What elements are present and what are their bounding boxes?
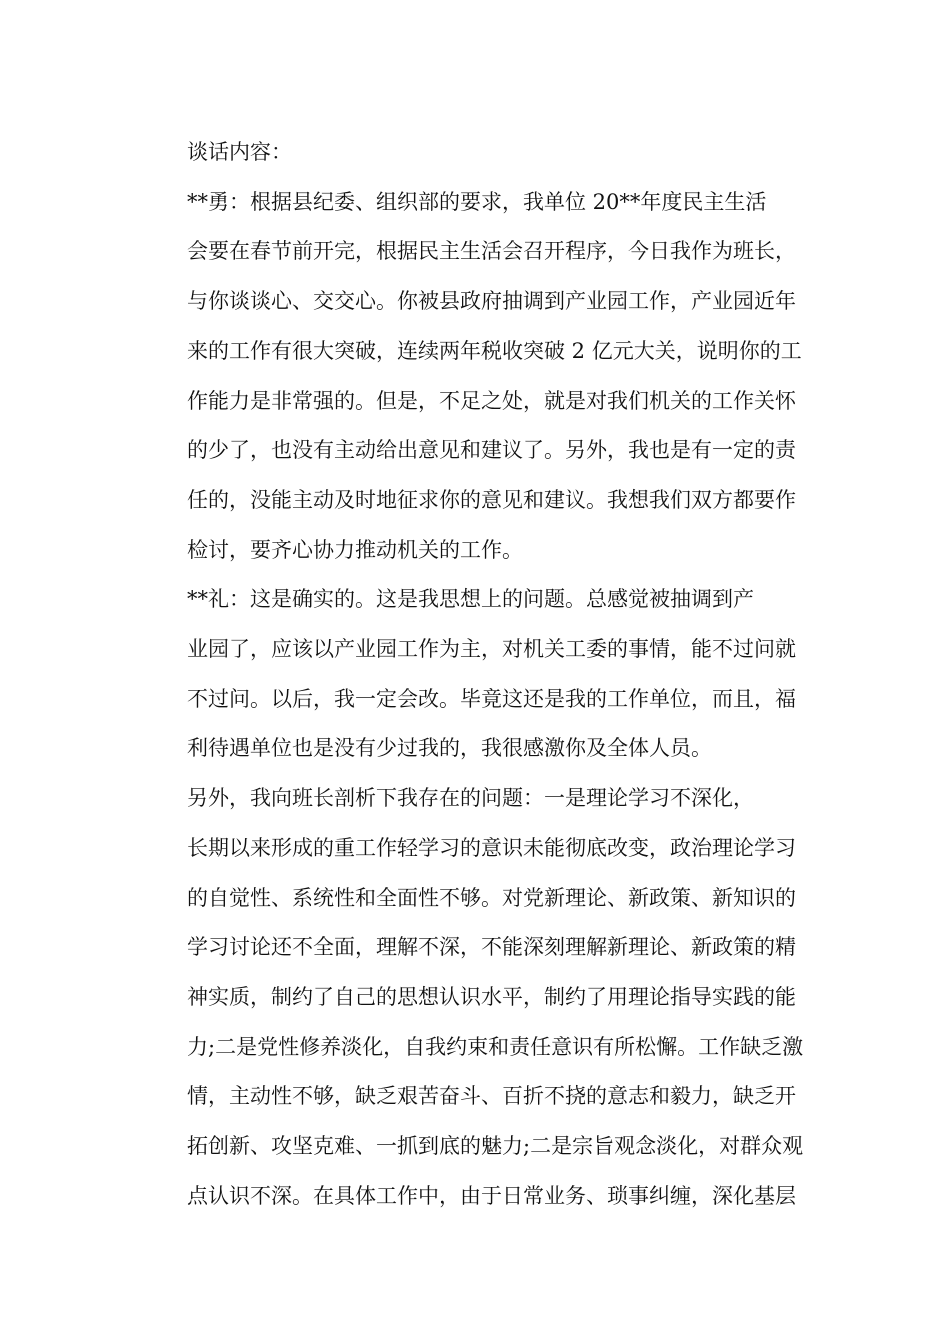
text-line: **礼：这是确实的。这是我思想上的问题。总感觉被抽调到产 bbox=[187, 587, 754, 612]
text-line: **勇：根据县纪委、组织部的要求，我单位 20**年度民主生活 bbox=[187, 189, 767, 214]
text-line: 与你谈谈心、交交心。你被县政府抽调到产业园工作，产业园近年 bbox=[187, 289, 796, 314]
text-line: 拓创新、攻坚克难、一抓到底的魅力;二是宗旨观念淡化，对群众观 bbox=[187, 1134, 804, 1159]
heading-text: 谈话内容： bbox=[187, 140, 292, 164]
section-heading bbox=[145, 128, 810, 178]
text-line: 检讨，要齐心协力推动机关的工作。 bbox=[187, 537, 523, 562]
text-line: 来的工作有很大突破，连续两年税收突破 2 亿元大关，说明你的工 bbox=[187, 338, 802, 363]
document-body bbox=[145, 128, 810, 1221]
text-line: 利待遇单位也是没有少过我的，我很感激你及全体人员。 bbox=[187, 736, 712, 761]
text-line: 长期以来形成的重工作轻学习的意识未能彻底改变，政治理论学习 bbox=[187, 835, 796, 860]
paragraph-2 bbox=[145, 575, 810, 774]
text-line: 情，主动性不够，缺乏艰苦奋斗、百折不挠的意志和毅力，缺乏开 bbox=[187, 1084, 796, 1109]
text-line: 点认识不深。在具体工作中，由于日常业务、琐事纠缠，深化基层 bbox=[187, 1183, 796, 1208]
text-line: 的自觉性、系统性和全面性不够。对党新理论、新政策、新知识的 bbox=[187, 885, 796, 910]
text-line: 力;二是党性修养淡化，自我约束和责任意识有所松懈。工作缺乏激 bbox=[187, 1034, 804, 1059]
text-line: 会要在春节前开完，根据民主生活会召开程序，今日我作为班长， bbox=[187, 239, 796, 264]
text-line: 任的，没能主动及时地征求你的意见和建议。我想我们双方都要作 bbox=[187, 487, 796, 512]
text-line: 业园了，应该以产业园工作为主，对机关工委的事情，能不过问就 bbox=[187, 637, 796, 662]
paragraph-3 bbox=[145, 774, 810, 1221]
text-line: 的少了，也没有主动给出意见和建议了。另外，我也是有一定的责 bbox=[187, 438, 796, 463]
text-line: 作能力是非常强的。但是，不足之处，就是对我们机关的工作关怀 bbox=[187, 388, 796, 413]
text-line: 学习讨论还不全面，理解不深，不能深刻理解新理论、新政策的精 bbox=[187, 935, 796, 960]
text-line: 另外，我向班长剖析下我存在的问题：一是理论学习不深化， bbox=[187, 786, 754, 811]
text-line: 神实质，制约了自己的思想认识水平，制约了用理论指导实践的能 bbox=[187, 984, 796, 1009]
text-line: 不过问。以后，我一定会改。毕竟这还是我的工作单位，而且，福 bbox=[187, 686, 796, 711]
paragraph-1 bbox=[145, 178, 810, 576]
